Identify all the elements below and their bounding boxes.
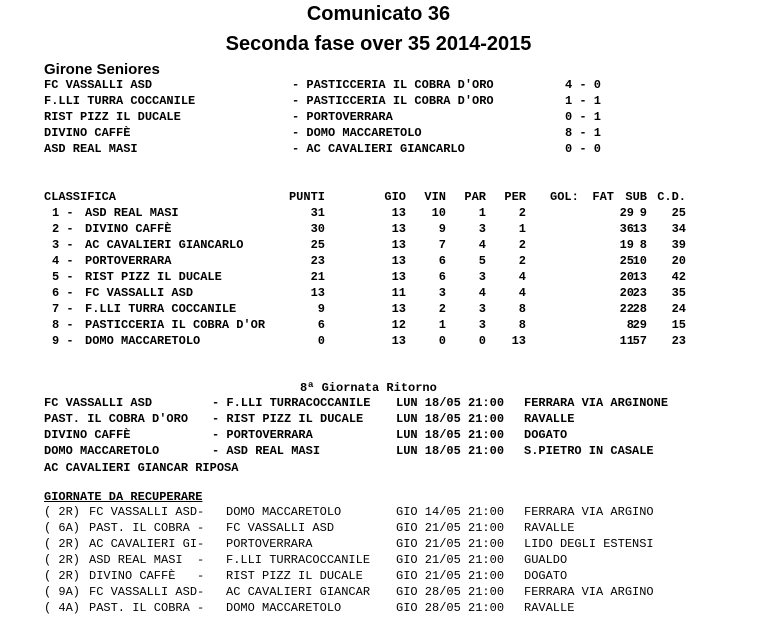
row-fat: 22 bbox=[619, 302, 634, 316]
row-vin: 9 bbox=[438, 222, 446, 236]
header-punti: PUNTI bbox=[288, 190, 325, 204]
recupero-home: AC CAVALIERI GI- bbox=[89, 537, 205, 551]
row-per: 4 bbox=[518, 286, 526, 300]
recupero-round: ( 4A) bbox=[44, 601, 81, 615]
recupero-away: DOMO MACCARETOLO bbox=[226, 505, 342, 519]
row-punti: 9 bbox=[317, 302, 325, 316]
recupero-venue: GUALDO bbox=[524, 553, 568, 567]
row-par: 1 bbox=[478, 206, 486, 220]
row-team: ASD REAL MASI bbox=[85, 206, 179, 220]
row-fat: 20 bbox=[619, 286, 634, 300]
fixture-venue: DOGATO bbox=[524, 428, 568, 442]
row-per: 2 bbox=[518, 254, 526, 268]
recupero-venue: FERRARA VIA ARGINO bbox=[524, 505, 654, 519]
row-cd: 35 bbox=[671, 286, 686, 300]
row-cd: 24 bbox=[671, 302, 686, 316]
result-home: RIST PIZZ IL DUCALE bbox=[44, 110, 181, 124]
header-per: PER bbox=[504, 190, 526, 204]
row-gio: 12 bbox=[391, 318, 406, 332]
row-punti: 13 bbox=[310, 286, 325, 300]
recupero-away: PORTOVERRARA bbox=[226, 537, 313, 551]
row-punti: 6 bbox=[317, 318, 325, 332]
result-home: DIVINO CAFFÈ bbox=[44, 126, 131, 140]
header-cd: C.D. bbox=[657, 190, 686, 204]
fixture-venue: RAVALLE bbox=[524, 412, 575, 426]
row-gio: 13 bbox=[391, 334, 406, 348]
row-vin: 10 bbox=[431, 206, 446, 220]
fixture-away: - F.LLI TURRACOCCANILE bbox=[212, 396, 371, 410]
row-cd: 34 bbox=[671, 222, 686, 236]
row-vin: 3 bbox=[438, 286, 446, 300]
row-par: 4 bbox=[478, 286, 486, 300]
girone-title: Girone Seniores bbox=[44, 61, 160, 78]
row-vin: 6 bbox=[438, 254, 446, 268]
row-per: 4 bbox=[518, 270, 526, 284]
page-title: Comunicato 36 bbox=[306, 3, 451, 25]
row-par: 5 bbox=[478, 254, 486, 268]
result-home: ASD REAL MASI bbox=[44, 142, 138, 156]
row-sub: 13 bbox=[632, 270, 647, 284]
recupero-home: PAST. IL COBRA - bbox=[89, 601, 205, 615]
recupero-away: RIST PIZZ IL DUCALE bbox=[226, 569, 363, 583]
row-fat: 20 bbox=[619, 270, 634, 284]
giornata-title: 8ª Giornata Ritorno bbox=[300, 381, 437, 395]
row-team: FC VASSALLI ASD bbox=[85, 286, 194, 300]
row-team: F.LLI TURRA COCCANILE bbox=[85, 302, 237, 316]
recupero-home: ASD REAL MASI - bbox=[89, 553, 205, 567]
row-par: 3 bbox=[478, 222, 486, 236]
fixture-away: - ASD REAL MASI bbox=[212, 444, 321, 458]
row-per: 1 bbox=[518, 222, 526, 236]
row-gio: 13 bbox=[391, 302, 406, 316]
row-cd: 25 bbox=[671, 206, 686, 220]
recupero-home: DIVINO CAFFÈ - bbox=[89, 569, 205, 583]
row-sub: 57 bbox=[632, 334, 647, 348]
row-par: 0 bbox=[478, 334, 486, 348]
fixture-venue: S.PIETRO IN CASALE bbox=[524, 444, 654, 458]
header-fat: FAT bbox=[592, 190, 614, 204]
row-position: 7 - bbox=[52, 302, 74, 316]
row-sub: 8 bbox=[639, 238, 647, 252]
row-vin: 7 bbox=[438, 238, 446, 252]
header-gio: GIO bbox=[384, 190, 406, 204]
recupero-home: FC VASSALLI ASD- bbox=[89, 585, 205, 599]
result-home: FC VASSALLI ASD bbox=[44, 78, 153, 92]
recupero-date: GIO 14/05 21:00 bbox=[396, 505, 505, 519]
row-team: RIST PIZZ IL DUCALE bbox=[85, 270, 222, 284]
row-punti: 30 bbox=[310, 222, 325, 236]
row-fat: 11 bbox=[619, 334, 634, 348]
recupero-round: ( 2R) bbox=[44, 505, 81, 519]
row-gio: 13 bbox=[391, 222, 406, 236]
recuperi-title: GIORNATE DA RECUPERARE bbox=[44, 490, 203, 504]
recupero-away: F.LLI TURRACOCCANILE bbox=[226, 553, 371, 567]
row-sub: 28 bbox=[632, 302, 647, 316]
recupero-round: ( 9A) bbox=[44, 585, 81, 599]
row-par: 4 bbox=[478, 238, 486, 252]
fixture-date: LUN 18/05 21:00 bbox=[396, 396, 505, 410]
fixture-home: DOMO MACCARETOLO bbox=[44, 444, 160, 458]
header-gol: GOL: bbox=[550, 190, 579, 204]
row-per: 8 bbox=[518, 318, 526, 332]
recupero-venue: RAVALLE bbox=[524, 521, 575, 535]
result-away: - DOMO MACCARETOLO bbox=[292, 126, 422, 140]
row-cd: 23 bbox=[671, 334, 686, 348]
row-cd: 42 bbox=[671, 270, 686, 284]
row-team: AC CAVALIERI GIANCARLO bbox=[85, 238, 244, 252]
row-position: 2 - bbox=[52, 222, 74, 236]
result-away: - PORTOVERRARA bbox=[292, 110, 393, 124]
row-team: DOMO MACCARETOLO bbox=[85, 334, 201, 348]
row-per: 2 bbox=[518, 238, 526, 252]
row-punti: 31 bbox=[310, 206, 325, 220]
row-vin: 6 bbox=[438, 270, 446, 284]
recupero-home: PAST. IL COBRA - bbox=[89, 521, 205, 535]
row-sub: 9 bbox=[639, 206, 647, 220]
fixture-away: - RIST PIZZ IL DUCALE bbox=[212, 412, 364, 426]
row-team: PORTOVERRARA bbox=[85, 254, 172, 268]
riposa-text: AC CAVALIERI GIANCAR RIPOSA bbox=[44, 461, 239, 475]
header-vin: VIN bbox=[424, 190, 446, 204]
recupero-round: ( 2R) bbox=[44, 537, 81, 551]
recupero-date: GIO 28/05 21:00 bbox=[396, 585, 505, 599]
row-per: 2 bbox=[518, 206, 526, 220]
row-fat: 36 bbox=[619, 222, 634, 236]
row-par: 3 bbox=[478, 302, 486, 316]
fixture-venue: FERRARA VIA ARGINONE bbox=[524, 396, 669, 410]
row-team: DIVINO CAFFÈ bbox=[85, 222, 172, 236]
row-fat: 19 bbox=[619, 238, 634, 252]
recupero-date: GIO 21/05 21:00 bbox=[396, 569, 505, 583]
row-gio: 13 bbox=[391, 206, 406, 220]
row-per: 13 bbox=[511, 334, 526, 348]
recupero-venue: FERRARA VIA ARGINO bbox=[524, 585, 654, 599]
row-vin: 0 bbox=[438, 334, 446, 348]
row-sub: 13 bbox=[632, 222, 647, 236]
recupero-venue: LIDO DEGLI ESTENSI bbox=[524, 537, 654, 551]
recupero-date: GIO 21/05 21:00 bbox=[396, 521, 505, 535]
row-sub: 29 bbox=[632, 318, 647, 332]
page-subtitle: Seconda fase over 35 2014-2015 bbox=[225, 33, 532, 55]
recupero-away: FC VASSALLI ASD bbox=[226, 521, 335, 535]
row-vin: 2 bbox=[438, 302, 446, 316]
row-team: PASTICCERIA IL COBRA D'OR bbox=[85, 318, 266, 332]
row-vin: 1 bbox=[438, 318, 446, 332]
fixture-home: DIVINO CAFFÈ bbox=[44, 428, 131, 442]
row-gio: 11 bbox=[391, 286, 406, 300]
row-gio: 13 bbox=[391, 270, 406, 284]
row-cd: 39 bbox=[671, 238, 686, 252]
recupero-date: GIO 21/05 21:00 bbox=[396, 553, 505, 567]
fixture-home: FC VASSALLI ASD bbox=[44, 396, 153, 410]
fixture-date: LUN 18/05 21:00 bbox=[396, 428, 505, 442]
recupero-venue: RAVALLE bbox=[524, 601, 575, 615]
result-away: - PASTICCERIA IL COBRA D'ORO bbox=[292, 78, 494, 92]
row-cd: 20 bbox=[671, 254, 686, 268]
row-gio: 13 bbox=[391, 238, 406, 252]
row-punti: 23 bbox=[310, 254, 325, 268]
recupero-away: DOMO MACCARETOLO bbox=[226, 601, 342, 615]
row-punti: 25 bbox=[310, 238, 325, 252]
result-score: 0 - 0 bbox=[565, 142, 602, 156]
row-position: 6 - bbox=[52, 286, 74, 300]
recupero-home: FC VASSALLI ASD- bbox=[89, 505, 205, 519]
row-position: 8 - bbox=[52, 318, 74, 332]
fixture-home: PAST. IL COBRA D'ORO bbox=[44, 412, 189, 426]
result-score: 0 - 1 bbox=[565, 110, 602, 124]
recupero-away: AC CAVALIERI GIANCAR bbox=[226, 585, 371, 599]
result-away: - AC CAVALIERI GIANCARLO bbox=[292, 142, 465, 156]
row-position: 5 - bbox=[52, 270, 74, 284]
row-fat: 8 bbox=[626, 318, 634, 332]
row-punti: 21 bbox=[310, 270, 325, 284]
result-home: F.LLI TURRA COCCANILE bbox=[44, 94, 196, 108]
result-away: - PASTICCERIA IL COBRA D'ORO bbox=[292, 94, 494, 108]
row-fat: 25 bbox=[619, 254, 634, 268]
result-score: 8 - 1 bbox=[565, 126, 602, 140]
row-position: 4 - bbox=[52, 254, 74, 268]
recupero-date: GIO 28/05 21:00 bbox=[396, 601, 505, 615]
fixture-date: LUN 18/05 21:00 bbox=[396, 444, 505, 458]
result-score: 4 - 0 bbox=[565, 78, 602, 92]
row-fat: 29 bbox=[619, 206, 634, 220]
header-sub: SUB bbox=[625, 190, 647, 204]
row-position: 3 - bbox=[52, 238, 74, 252]
fixture-date: LUN 18/05 21:00 bbox=[396, 412, 505, 426]
row-sub: 23 bbox=[632, 286, 647, 300]
row-position: 1 - bbox=[52, 206, 74, 220]
row-punti: 0 bbox=[317, 334, 325, 348]
recupero-date: GIO 21/05 21:00 bbox=[396, 537, 505, 551]
result-score: 1 - 1 bbox=[565, 94, 602, 108]
recupero-round: ( 6A) bbox=[44, 521, 81, 535]
header-par: PAR bbox=[464, 190, 486, 204]
recupero-venue: DOGATO bbox=[524, 569, 568, 583]
recupero-round: ( 2R) bbox=[44, 569, 81, 583]
row-sub: 10 bbox=[632, 254, 647, 268]
row-cd: 15 bbox=[671, 318, 686, 332]
recupero-round: ( 2R) bbox=[44, 553, 81, 567]
header-team: CLASSIFICA bbox=[44, 190, 117, 204]
row-gio: 13 bbox=[391, 254, 406, 268]
row-par: 3 bbox=[478, 318, 486, 332]
row-per: 8 bbox=[518, 302, 526, 316]
row-par: 3 bbox=[478, 270, 486, 284]
fixture-away: - PORTOVERRARA bbox=[212, 428, 313, 442]
row-position: 9 - bbox=[52, 334, 74, 348]
